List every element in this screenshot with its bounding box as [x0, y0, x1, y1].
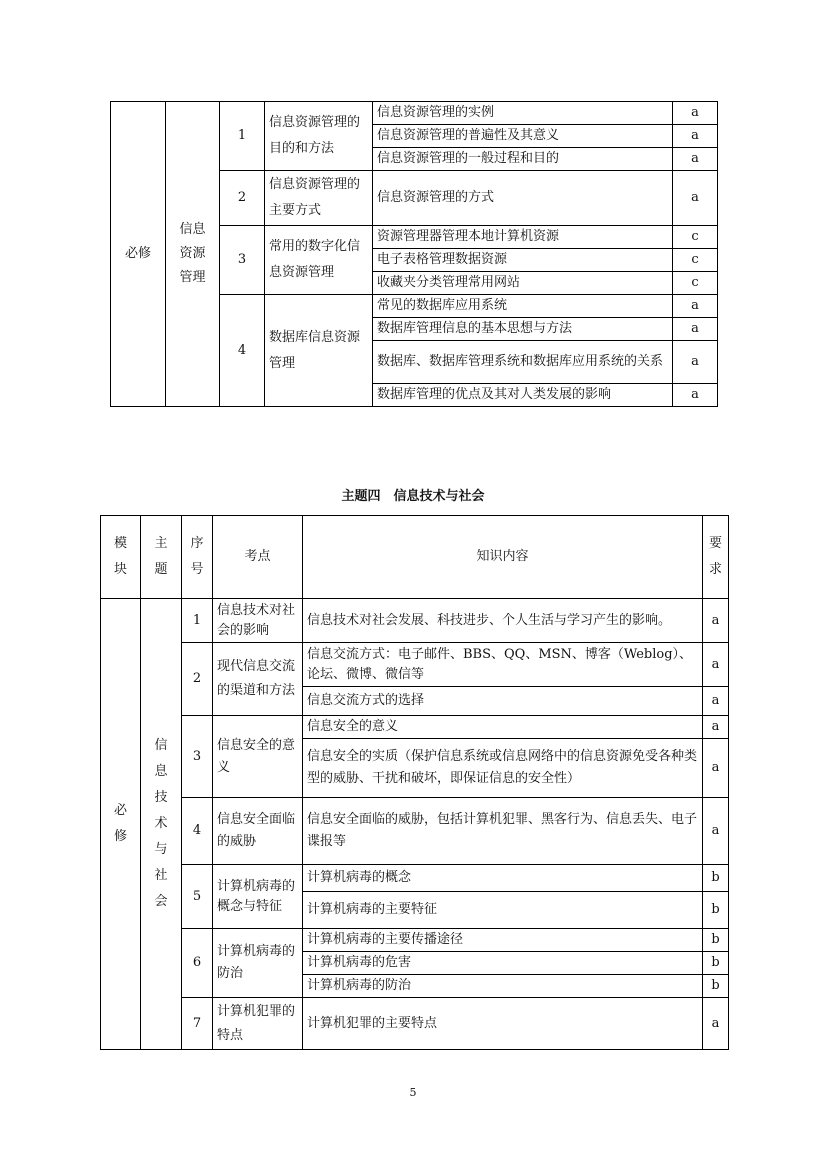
- module-cell: 必修: [111, 102, 166, 407]
- content-cell: 信息安全的意义: [303, 716, 703, 739]
- header-no-text: 序号: [190, 536, 204, 577]
- req-cell: b: [703, 865, 729, 892]
- req-cell: b: [703, 975, 729, 998]
- content-cell: 信息资源管理的方式: [373, 171, 673, 226]
- content-cell: 信息安全面临的威胁，包括计算机犯罪、黑客行为、信息丢失、电子谍报等: [303, 798, 703, 865]
- content-cell: 数据库、数据库管理系统和数据库应用系统的关系: [373, 341, 673, 384]
- table-it-and-society: [100, 515, 729, 1050]
- no-cell: 4: [182, 798, 213, 865]
- content-cell: 计算机病毒的防治: [303, 975, 703, 998]
- header-point: 考点: [213, 516, 303, 599]
- header-theme: [141, 516, 182, 599]
- content-cell: 计算机病毒的主要传播途径: [303, 929, 703, 952]
- req-cell: a: [703, 643, 729, 687]
- req-cell: a: [703, 716, 729, 739]
- no-cell: 3: [220, 226, 265, 295]
- content-cell: 数据库管理的优点及其对人类发展的影响: [373, 384, 673, 407]
- req-cell: a: [673, 102, 718, 125]
- header-theme-text: 主题: [154, 536, 168, 577]
- no-cell: 2: [182, 643, 213, 716]
- req-cell: a: [703, 739, 729, 798]
- header-content: 知识内容: [303, 516, 703, 599]
- req-cell: a: [673, 148, 718, 171]
- content-cell: 电子表格管理数据资源: [373, 249, 673, 272]
- req-cell: a: [673, 171, 718, 226]
- page-number: 5: [409, 1086, 417, 1099]
- content-cell: 常见的数据库应用系统: [373, 295, 673, 318]
- header-no: [182, 516, 213, 599]
- req-cell: a: [703, 599, 729, 643]
- module-text: 必修: [114, 803, 128, 844]
- point-cell: 信息资源管理的主要方式: [265, 171, 373, 226]
- point-cell: 常用的数字化信息资源管理: [265, 226, 373, 295]
- section-title: 主题四 信息技术与社会: [341, 489, 485, 504]
- theme-text: 信息资源管理: [179, 222, 206, 285]
- no-cell: 2: [220, 171, 265, 226]
- req-cell: c: [673, 272, 718, 295]
- content-cell: 收藏夹分类管理常用网站: [373, 272, 673, 295]
- req-cell: a: [703, 687, 729, 716]
- point-cell: 数据库信息资源管理: [265, 295, 373, 407]
- header-req-text: 要求: [709, 536, 723, 577]
- req-cell: a: [673, 318, 718, 341]
- header-req: [703, 516, 729, 599]
- module-cell: [101, 599, 141, 1050]
- req-cell: a: [673, 295, 718, 318]
- req-cell: a: [703, 998, 729, 1050]
- content-cell: 资源管理器管理本地计算机资源: [373, 226, 673, 249]
- content-cell: 信息资源管理的一般过程和目的: [373, 148, 673, 171]
- no-cell: 4: [220, 295, 265, 407]
- header-module-text: 模块: [114, 536, 128, 577]
- req-cell: a: [673, 341, 718, 384]
- point-cell: 信息资源管理的目的和方法: [265, 102, 373, 171]
- theme-cell: [141, 599, 182, 1050]
- content-cell: 计算机病毒的危害: [303, 952, 703, 975]
- content-cell: 计算机病毒的主要特征: [303, 892, 703, 929]
- no-cell: 6: [182, 929, 213, 998]
- content-cell: 信息交流方式：电子邮件、BBS、QQ、MSN、博客（Weblog）、论坛、微博、微信等: [303, 643, 703, 687]
- point-cell: 现代信息交流的渠道和方法: [213, 643, 303, 716]
- content-cell: 信息资源管理的实例: [373, 102, 673, 125]
- theme-cell: [166, 102, 220, 407]
- req-cell: a: [673, 384, 718, 407]
- no-cell: 5: [182, 865, 213, 929]
- point-cell: 计算机病毒的防治: [213, 929, 303, 998]
- content-cell: 计算机犯罪的主要特点: [303, 998, 703, 1050]
- point-cell: 信息技术对社会的影响: [213, 599, 303, 643]
- content-cell: 信息资源管理的普遍性及其意义: [373, 125, 673, 148]
- no-cell: 3: [182, 716, 213, 798]
- point-cell: 信息安全面临的威胁: [213, 798, 303, 865]
- content-cell: 数据库管理信息的基本思想与方法: [373, 318, 673, 341]
- req-cell: c: [673, 226, 718, 249]
- point-cell: 计算机犯罪的特点: [213, 998, 303, 1050]
- theme-text: 信息技术与社会: [154, 738, 168, 909]
- req-cell: b: [703, 892, 729, 929]
- req-cell: a: [703, 798, 729, 865]
- point-cell: 计算机病毒的概念与特征: [213, 865, 303, 929]
- content-cell: 计算机病毒的概念: [303, 865, 703, 892]
- content-cell: 信息安全的实质（保护信息系统或信息网络中的信息资源免受各种类型的威胁、干扰和破坏，即保证信息的安全性）: [303, 739, 703, 798]
- content-cell: 信息技术对社会发展、科技进步、个人生活与学习产生的影响。: [303, 599, 703, 643]
- no-cell: 1: [182, 599, 213, 643]
- point-cell: 信息安全的意义: [213, 716, 303, 798]
- req-cell: a: [673, 125, 718, 148]
- req-cell: b: [703, 952, 729, 975]
- req-cell: c: [673, 249, 718, 272]
- content-cell: 信息交流方式的选择: [303, 687, 703, 716]
- req-cell: b: [703, 929, 729, 952]
- table-resource-management: [110, 101, 718, 407]
- header-module: [101, 516, 141, 599]
- no-cell: 1: [220, 102, 265, 171]
- no-cell: 7: [182, 998, 213, 1050]
